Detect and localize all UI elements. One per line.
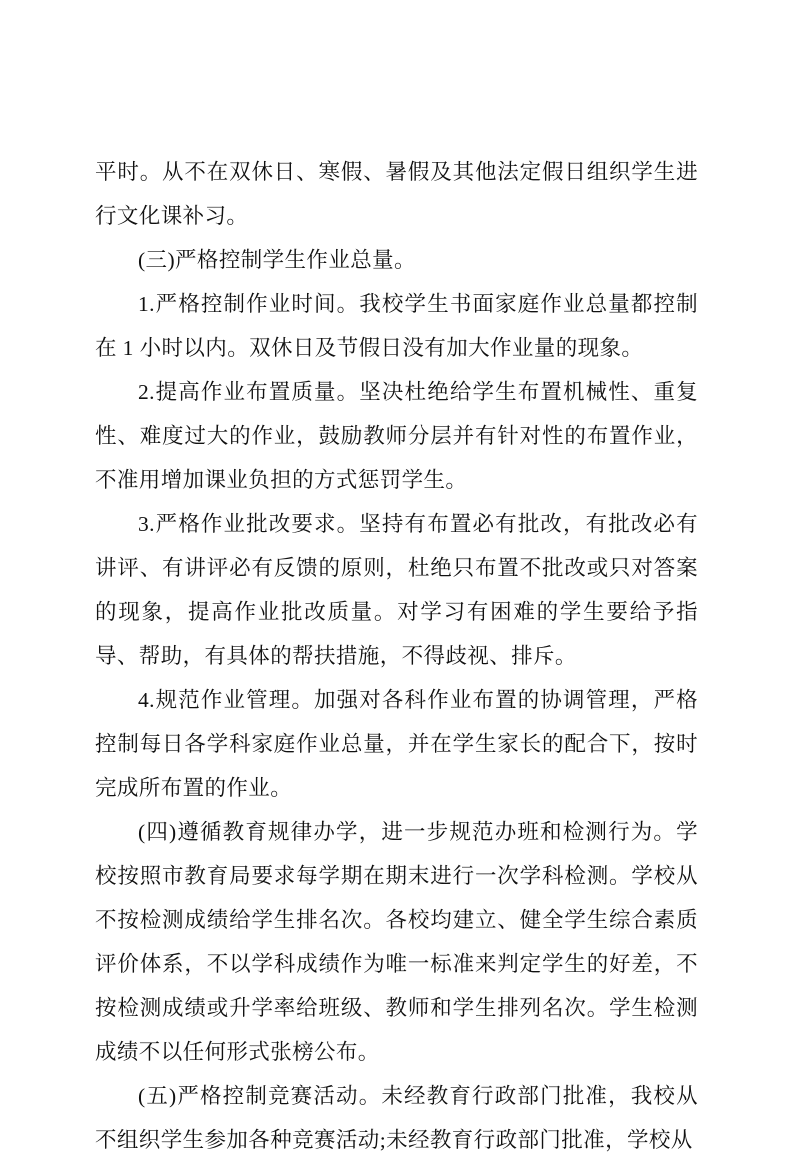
paragraph-1: 平时。从不在双休日、寒假、暑假及其他法定假日组织学生进行文化课补习。 (95, 160, 698, 228)
paragraph-4: 2.提高作业布置质量。坚决杜绝给学生布置机械性、重复性、难度过大的作业，鼓励教师分层并有针对性的布置作业，不准用增加课业负担的方式惩罚学生。 (95, 380, 698, 492)
paragraph-7: (四)遵循教育规律办学，进一步规范办班和检测行为。学校按照市教育局要求每学期在期末进行一次学科检测。学校从不按检测成绩给学生排名次。各校均建立、健全学生综合素质评价体系，不以学科成绩作为唯一标准来判定学生的好差，不按检测成绩或升学率给班级、教师和学生排列名次。学生检测成绩不以任何形式张榜公布。 (95, 820, 698, 1064)
paragraph-8: (五)严格控制竞赛活动。未经教育行政部门批准，我校从不组织学生参加各种竞赛活动;未经教育行政部门批准，学校从 (95, 1084, 698, 1152)
paragraph-5: 3.严格作业批改要求。坚持有布置必有批改，有批改必有讲评、有讲评必有反馈的原则，杜绝只布置不批改或只对答案的现象，提高作业批改质量。对学习有困难的学生要给予指导、帮助，有具体的帮扶措施，不得歧视、排斥。 (95, 512, 698, 668)
paragraph-6: 4.规范作业管理。加强对各科作业布置的协调管理，严格控制每日各学科家庭作业总量，并在学生家长的配合下，按时完成所布置的作业。 (95, 688, 698, 800)
paragraph-2: (三)严格控制学生作业总量。 (138, 248, 416, 272)
document-body (95, 150, 698, 1162)
paragraph-3: 1.严格控制作业时间。我校学生书面家庭作业总量都控制在 1 小时以内。双休日及节假日没有加大作业量的现象。 (95, 292, 698, 360)
